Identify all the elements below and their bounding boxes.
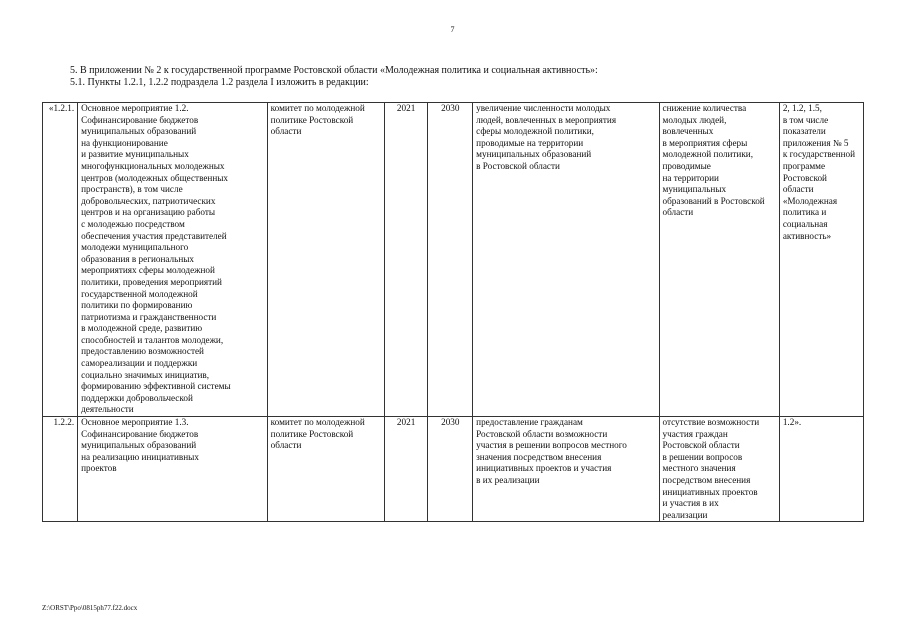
cell-line: области: [270, 440, 302, 451]
expected-result-cell: [473, 417, 659, 522]
cell-line: патриотизма и гражданственности: [81, 311, 217, 322]
cell-line: предоставление гражданам: [476, 417, 583, 428]
cell-line: сферы молодежной политики,: [476, 126, 594, 137]
cell-line: в молодежной среде, развитию: [81, 323, 203, 334]
cell-line: в том числе: [782, 114, 829, 125]
cell-line: к государственной: [782, 149, 856, 160]
table-row: [43, 417, 864, 522]
cell-line: активность»: [782, 230, 832, 241]
amendment-intro: [70, 65, 598, 89]
cell-line: местного значения: [662, 463, 736, 474]
cell-line: обеспечения участия представителей: [81, 230, 227, 241]
cell-line: проводимые: [662, 160, 711, 171]
cell-line: муниципальных: [662, 184, 727, 195]
cell-line: на функционирование: [81, 137, 168, 148]
cell-line: приложения № 5: [782, 137, 849, 148]
cell-line: 2, 1.2, 1.5,: [782, 103, 822, 113]
cell-line: молодежной политики,: [662, 149, 754, 160]
cell-line: инициативных проектов и участия: [476, 463, 612, 474]
cell-line: посредством внесения: [662, 475, 751, 485]
start-year-cell: 2021: [384, 103, 428, 417]
cell-line: и развитие муниципальных: [81, 149, 189, 160]
cell-line: Основное мероприятие 1.3.: [81, 417, 189, 428]
cell-line: 1.2».: [782, 417, 802, 428]
cell-line: политики, проведения мероприятий: [81, 276, 222, 287]
cell-line: в решении вопросов: [662, 451, 743, 462]
cell-line: с молодежью посредством: [81, 218, 185, 229]
end-year-cell: 2030: [428, 103, 473, 417]
cell-line: социально значимых инициатив,: [81, 369, 210, 380]
cell-line: социальная: [782, 218, 828, 229]
row-number-cell: 1.2.2.: [43, 417, 78, 522]
cell-line: Основное мероприятие 1.2.: [81, 103, 189, 113]
cell-line: политики по формированию: [81, 300, 193, 311]
cell-line: проектов: [81, 463, 117, 474]
cell-line: Софинансирование бюджетов: [81, 114, 199, 125]
cell-line: пространств), в том числе: [81, 184, 183, 195]
cell-line: программе: [782, 160, 826, 171]
executor-cell: [267, 103, 384, 417]
cell-line: в Ростовской области: [476, 160, 560, 171]
cell-line: отсутствие возможности: [662, 417, 760, 428]
cell-line: муниципальных образований: [81, 126, 197, 137]
cell-line: Ростовской: [782, 172, 827, 183]
activity-name-cell: [78, 417, 268, 522]
cell-line: молодых людей,: [662, 114, 727, 125]
cell-line: молодежи муниципального: [81, 242, 189, 253]
cell-line: центров и на организацию работы: [81, 207, 216, 218]
cell-line: значения посредством внесения: [476, 451, 602, 462]
cell-line: проводимые на территории: [476, 137, 584, 148]
cell-line: деятельности: [81, 404, 134, 415]
cell-line: политика и: [782, 207, 827, 218]
cell-line: снижение количества: [662, 103, 747, 113]
cell-line: Ростовской области возможности: [476, 428, 608, 439]
cell-line: политике Ростовской: [270, 428, 354, 439]
cell-line: увеличение численности молодых: [476, 103, 611, 113]
cell-line: поддержки добровольческой: [81, 392, 193, 403]
cell-line: на реализацию инициативных: [81, 451, 199, 462]
non-implementation-consequence-cell: [659, 103, 779, 417]
start-year-cell: 2021: [384, 417, 428, 522]
cell-line: способностей и талантов молодежи,: [81, 334, 224, 345]
table-row: [43, 103, 864, 417]
cell-line: и участия в их: [662, 498, 719, 509]
cell-line: муниципальных образований: [81, 440, 197, 451]
cell-line: политике Ростовской: [270, 114, 354, 125]
cell-line: комитет по молодежной: [270, 417, 365, 428]
file-path-footer: Z:\ORST\Ppo\0815ph77.f22.docx: [42, 604, 138, 612]
cell-line: Софинансирование бюджетов: [81, 428, 199, 439]
expected-result-cell: [473, 103, 659, 417]
cell-line: участия граждан: [662, 428, 728, 439]
amendment-table: [42, 102, 864, 522]
executor-cell: [267, 417, 384, 522]
cell-line: образования в региональных: [81, 253, 195, 264]
cell-line: показатели: [782, 126, 826, 137]
cell-line: мероприятиях сферы молодежной: [81, 265, 215, 276]
cell-line: области: [782, 184, 814, 195]
end-year-cell: 2030: [428, 417, 473, 522]
cell-line: «Молодежная: [782, 195, 838, 206]
cell-line: добровольческих, патриотических: [81, 195, 216, 206]
cell-line: вовлеченных: [662, 126, 714, 137]
cell-line: предоставлению возможностей: [81, 346, 204, 357]
cell-line: на территории: [662, 172, 719, 183]
cell-line: реализации: [662, 509, 708, 520]
indicator-link-cell: [779, 103, 863, 417]
cell-line: многофункциональных молодежных: [81, 160, 225, 171]
cell-line: в их реализации: [476, 475, 540, 485]
cell-line: образований в Ростовской: [662, 195, 765, 206]
page-number: 7: [450, 25, 455, 34]
non-implementation-consequence-cell: [659, 417, 779, 522]
cell-line: участия в решении вопросов местного: [476, 440, 627, 451]
cell-line: людей, вовлеченных в мероприятия: [476, 114, 617, 125]
cell-line: области: [662, 207, 694, 218]
amendment-clause-5-1: 5.1. Пункты 1.2.1, 1.2.2 подраздела 1.2 раздела I изложить в редакции:: [70, 77, 369, 88]
cell-line: государственной молодежной: [81, 288, 198, 299]
cell-line: Ростовской области: [662, 440, 740, 451]
cell-line: в мероприятия сферы: [662, 137, 748, 148]
cell-line: муниципальных образований: [476, 149, 592, 160]
indicator-link-cell: [779, 417, 863, 522]
cell-line: области: [270, 126, 302, 137]
cell-line: самореализации и поддержки: [81, 358, 198, 369]
cell-line: инициативных проектов: [662, 486, 758, 497]
cell-line: формированию эффективной системы: [81, 381, 231, 392]
activity-name-cell: [78, 103, 268, 417]
cell-line: комитет по молодежной: [270, 103, 365, 113]
amendment-clause-5: 5. В приложении № 2 к государственной программе Ростовской области «Молодежная политика и социальная активность»:: [70, 65, 598, 76]
row-number-cell: «1.2.1.: [43, 103, 78, 417]
cell-line: центров (молодежных общественных: [81, 172, 229, 183]
